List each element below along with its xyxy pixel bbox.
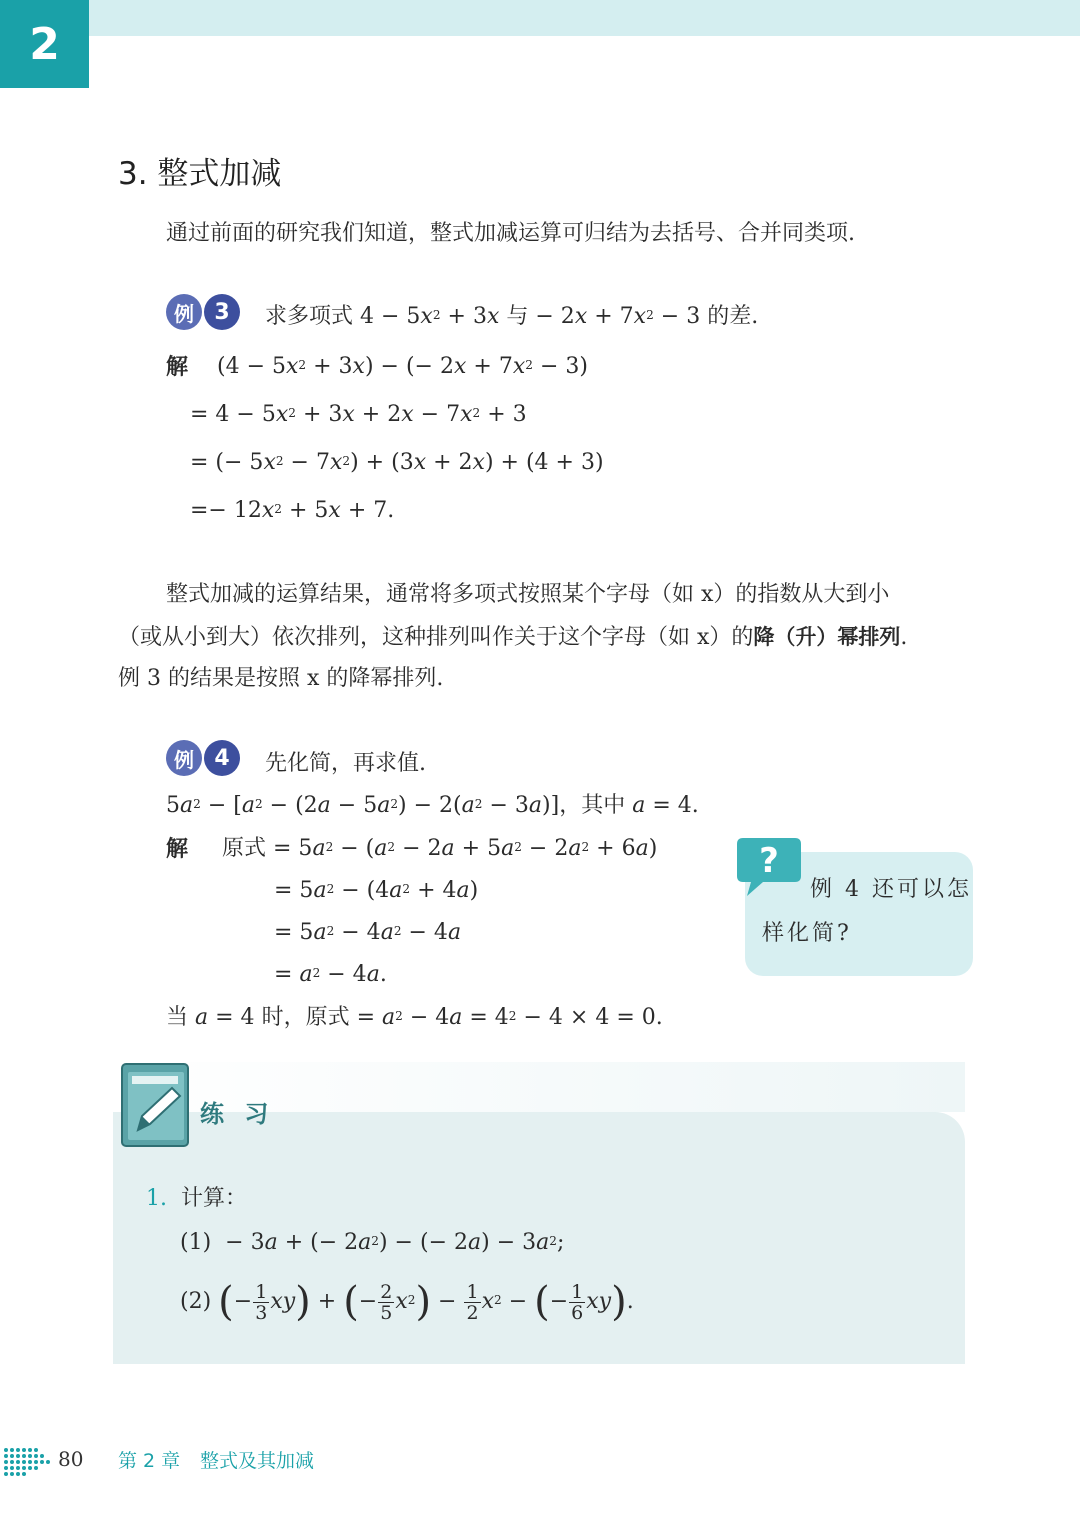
svg-text:?: ?	[759, 841, 779, 881]
intro-paragraph: 通过前面的研究我们知道，整式加减运算可归结为去括号、合并同类项.	[166, 221, 855, 246]
think-text-line-1: 例 4 还可以怎	[810, 877, 972, 902]
example-3-prompt: 求多项式 $4 - 5x^2 + 3x$ 与 − $2x + 7x^2 - 3$ 的差.	[265, 304, 759, 329]
example-badge-label: 例	[166, 294, 202, 330]
solution-step-3: = (− $5x^2 - 7x^2) + (3x + 2x) + (4 + 3)$	[190, 450, 604, 475]
text: .	[900, 625, 908, 650]
solution-step-2: = $4 - 5x^2 + 3x + 2x - 7x^2 + 3$	[190, 402, 527, 427]
sub-label: (2)	[180, 1289, 212, 1314]
item-number: 1.	[146, 1186, 167, 1211]
exercise-title: 练 习	[200, 1100, 275, 1128]
solution-label: 解	[166, 836, 189, 862]
prompt-text: − 3 的差.	[653, 304, 759, 329]
solution-step-4: =− $12x^2 + 5x + 7$.	[190, 498, 395, 523]
example-badge-label: 例	[166, 740, 202, 776]
exercise-sub-2: (2) ( − $\frac{1}{3}$ xy ) + ( − $\frac{2}{5}$ x $^2$ ) − $\frac{1}{2}$ x $^2$ − ( − $\frac{1}{6}$ xy ) .	[180, 1279, 634, 1325]
footer-chapter: 第 2 章	[118, 1450, 181, 1472]
prompt-text: 求多项式 4 − 5	[265, 304, 421, 329]
solution-4-step-2: = $5a^2 - (4a^2 + 4a)$	[274, 878, 479, 903]
example-badge-number: 3	[204, 294, 240, 330]
example-3-badge	[166, 294, 240, 330]
section-title: 3. 整式加减	[118, 156, 282, 192]
paragraph-2-line-2	[118, 616, 907, 659]
example-4-badge	[166, 740, 240, 776]
question-bubble-icon	[735, 834, 803, 900]
text: 原式	[222, 836, 267, 861]
solution-4-step-1: 原式 = $5a^2 - (a^2 - 2a + 5a^2 - 2a^2 + 6a)$	[222, 836, 658, 861]
solution-4-step-4: = $a^2 - 4a$.	[274, 962, 387, 987]
think-text-line-2: 样化简?	[762, 921, 852, 946]
footer-dots-icon	[2, 1444, 50, 1476]
solution-step-1: $(4 - 5x^2 + 3x)$ − (− $2x + 7x^2 - 3$)	[217, 354, 588, 379]
chapter-number-tab: 2	[0, 0, 89, 88]
solution-label: 解	[166, 354, 189, 380]
prompt-text: 与 − 2	[499, 304, 575, 329]
text: （或从小到大）依次排列，这种排列叫作关于这个字母（如 x）的	[118, 625, 754, 650]
text: 当	[166, 1005, 189, 1030]
text: ×	[569, 1005, 589, 1030]
exercise-item-1	[146, 1184, 247, 1214]
page-number: 80	[58, 1447, 84, 1471]
header-bar	[89, 0, 1080, 36]
sub-label: (1)	[180, 1230, 212, 1255]
paragraph-2-line-3: 例 3 的结果是按照 x 的降幂排列.	[118, 666, 444, 691]
text: 时，原式	[261, 1005, 350, 1030]
example-4-expression: $5a^2 - [a^2 - (2a - 5a^2) - 2(a^2 - 3a)]$，其中 a = 4.	[166, 793, 699, 818]
solution-4-step-3: = $5a^2 - 4a^2 - 4a$	[274, 920, 462, 945]
notebook-pencil-icon	[120, 1062, 192, 1148]
solution-4-evaluation: 当 a = 4 时，原式 = $a^2 - 4a = 4^2 - 4 \times 4 = 0$.	[166, 1005, 663, 1030]
exercise-sub-1: (1) − 3a + (− $2a^2$) − (− $2a) - 3a^2$;	[180, 1230, 565, 1255]
paragraph-2-line-1: 整式加减的运算结果，通常将多项式按照某个字母（如 x）的指数从大到小	[166, 582, 890, 607]
item-label: 计算：	[181, 1186, 248, 1211]
example-4-prompt: 先化简，再求值.	[265, 751, 426, 776]
term-bold: 降（升）幂排列	[753, 625, 901, 649]
text: ，其中	[559, 793, 626, 818]
footer-title: 整式及其加减	[200, 1450, 315, 1472]
example-badge-number: 4	[204, 740, 240, 776]
